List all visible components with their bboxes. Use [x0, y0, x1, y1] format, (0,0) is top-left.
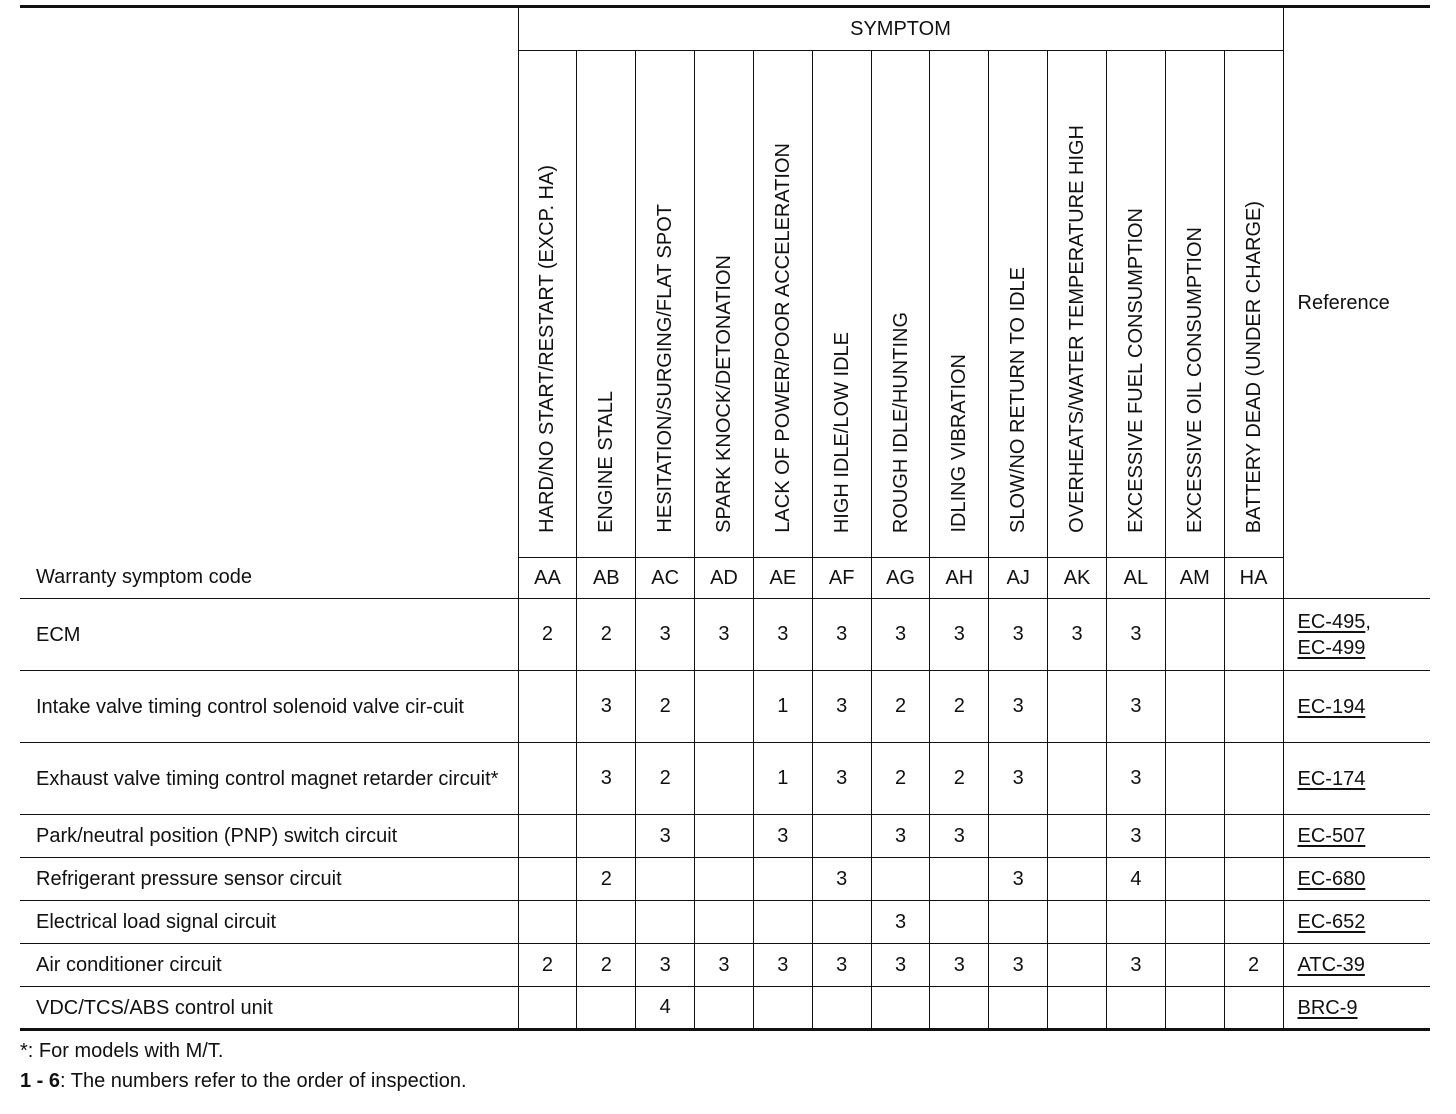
- inspection-order-cell: 2: [871, 671, 930, 743]
- reference-cell: [1283, 815, 1430, 858]
- inspection-order-cell: 3: [1106, 599, 1165, 671]
- symptom-column-header: [1106, 51, 1165, 558]
- inspection-order-cell: 2: [577, 944, 636, 987]
- inspection-order-cell: [695, 671, 754, 743]
- inspection-order-cell: 3: [812, 858, 871, 901]
- inspection-order-cell: 2: [930, 743, 989, 815]
- table-row: [20, 743, 1430, 815]
- inspection-order-cell: [989, 901, 1048, 944]
- component-name: Exhaust valve timing control magnet retarder circuit*: [20, 743, 518, 815]
- inspection-order-cell: 3: [989, 944, 1048, 987]
- component-name: ECM: [20, 599, 518, 671]
- symptom-column-header: [636, 51, 695, 558]
- inspection-order-cell: 3: [989, 671, 1048, 743]
- inspection-order-cell: 3: [812, 671, 871, 743]
- warranty-code: AG: [871, 558, 930, 599]
- inspection-order-cell: [518, 743, 577, 815]
- inspection-order-cell: 2: [518, 944, 577, 987]
- inspection-order-cell: 3: [930, 599, 989, 671]
- component-name: Electrical load signal circuit: [20, 901, 518, 944]
- warranty-code: AK: [1048, 558, 1107, 599]
- symptom-name: EXCESSIVE OIL CONSUMPTION: [1183, 227, 1206, 533]
- inspection-order-cell: [577, 815, 636, 858]
- inspection-order-cell: 2: [636, 743, 695, 815]
- inspection-order-cell: 3: [871, 599, 930, 671]
- inspection-order-cell: [1048, 671, 1107, 743]
- reference-link[interactable]: EC-507: [1297, 825, 1366, 847]
- inspection-order-cell: 3: [753, 815, 812, 858]
- component-name: Refrigerant pressure sensor circuit: [20, 858, 518, 901]
- component-name: Air conditioner circuit: [20, 944, 518, 987]
- inspection-order-cell: 3: [930, 944, 989, 987]
- symptom-name: IDLING VIBRATION: [948, 354, 971, 533]
- inspection-order-cell: 2: [577, 858, 636, 901]
- table-row: [20, 599, 1430, 671]
- reference-link[interactable]: EC-652: [1297, 911, 1366, 933]
- table-row: [20, 944, 1430, 987]
- inspection-order-cell: 3: [812, 599, 871, 671]
- inspection-order-cell: [1106, 901, 1165, 944]
- inspection-order-cell: [636, 858, 695, 901]
- inspection-order-cell: [753, 987, 812, 1030]
- symptom-column-header: [753, 51, 812, 558]
- warranty-code-row: [20, 558, 1430, 599]
- reference-separator: ,: [1365, 610, 1371, 633]
- inspection-order-cell: [518, 987, 577, 1030]
- reference-link[interactable]: EC-174: [1297, 767, 1366, 790]
- inspection-order-cell: [871, 858, 930, 901]
- inspection-order-cell: [695, 815, 754, 858]
- symptom-column-header: [695, 51, 754, 558]
- warranty-code: HA: [1224, 558, 1283, 599]
- inspection-order-cell: 3: [636, 815, 695, 858]
- inspection-order-cell: 3: [1048, 599, 1107, 671]
- inspection-order-cell: [1048, 743, 1107, 815]
- inspection-order-cell: [577, 987, 636, 1030]
- inspection-order-cell: [1224, 671, 1283, 743]
- inspection-order-cell: 4: [1106, 858, 1165, 901]
- reference-cell: [1283, 743, 1430, 815]
- inspection-order-cell: [695, 743, 754, 815]
- symptom-header: SYMPTOM: [518, 7, 1283, 51]
- inspection-order-cell: 3: [695, 599, 754, 671]
- inspection-order-cell: 2: [636, 671, 695, 743]
- symptom-matrix-table: [20, 5, 1430, 1031]
- reference-cell: [1283, 671, 1430, 743]
- inspection-order-cell: [930, 858, 989, 901]
- symptom-column-header: [577, 51, 636, 558]
- inspection-order-cell: [1048, 815, 1107, 858]
- component-name: Intake valve timing control solenoid valve cir-cuit: [20, 671, 518, 743]
- symptom-name: SLOW/NO RETURN TO IDLE: [1007, 267, 1030, 533]
- inspection-order-cell: 3: [812, 743, 871, 815]
- inspection-order-cell: [518, 815, 577, 858]
- inspection-order-cell: [1048, 987, 1107, 1030]
- reference-cell: [1283, 987, 1430, 1030]
- diagnosis-chart: [20, 5, 1430, 1031]
- inspection-order-cell: 1: [753, 671, 812, 743]
- inspection-order-cell: 2: [930, 671, 989, 743]
- inspection-order-cell: 3: [812, 944, 871, 987]
- reference-link[interactable]: EC-194: [1297, 695, 1366, 718]
- component-name: VDC/TCS/ABS control unit: [20, 987, 518, 1030]
- inspection-order-cell: 3: [577, 671, 636, 743]
- inspection-order-cell: 3: [989, 599, 1048, 671]
- inspection-order-cell: 2: [577, 599, 636, 671]
- inspection-order-cell: [1048, 944, 1107, 987]
- inspection-order-cell: [753, 858, 812, 901]
- inspection-order-cell: [636, 901, 695, 944]
- inspection-order-cell: [871, 987, 930, 1030]
- inspection-order-cell: [1165, 743, 1224, 815]
- inspection-order-cell: [1224, 815, 1283, 858]
- footnote-order: [20, 1066, 467, 1096]
- inspection-order-cell: [1224, 987, 1283, 1030]
- reference-cell: [1283, 901, 1430, 944]
- inspection-order-cell: [812, 901, 871, 944]
- inspection-order-cell: [1048, 901, 1107, 944]
- inspection-order-cell: [1165, 858, 1224, 901]
- inspection-order-cell: [1165, 599, 1224, 671]
- symptom-column-header: [1165, 51, 1224, 558]
- inspection-order-cell: 3: [989, 743, 1048, 815]
- inspection-order-cell: 3: [871, 815, 930, 858]
- footnote-model: *: For models with M/T.: [20, 1040, 224, 1062]
- warranty-code: AA: [518, 558, 577, 599]
- inspection-order-cell: [1106, 987, 1165, 1030]
- table-row: [20, 815, 1430, 858]
- symptom-name: HIGH IDLE/LOW IDLE: [830, 331, 853, 533]
- symptom-name: SPARK KNOCK/DETONATION: [712, 255, 735, 533]
- inspection-order-cell: [695, 858, 754, 901]
- warranty-code: AH: [930, 558, 989, 599]
- inspection-order-cell: 3: [753, 599, 812, 671]
- symptom-name: LACK OF POWER/POOR ACCELERATION: [771, 143, 794, 533]
- inspection-order-cell: [1165, 944, 1224, 987]
- reference-link[interactable]: EC-499: [1297, 636, 1366, 659]
- warranty-code: AJ: [989, 558, 1048, 599]
- inspection-order-cell: [1224, 599, 1283, 671]
- footnotes: [20, 1036, 467, 1096]
- reference-link[interactable]: ATC-39: [1297, 954, 1365, 976]
- inspection-order-cell: 2: [518, 599, 577, 671]
- inspection-order-cell: [812, 987, 871, 1030]
- table-row: [20, 671, 1430, 743]
- inspection-order-cell: 3: [871, 901, 930, 944]
- inspection-order-cell: [1165, 671, 1224, 743]
- reference-link[interactable]: BRC-9: [1297, 996, 1358, 1019]
- inspection-order-cell: [989, 815, 1048, 858]
- inspection-order-cell: [812, 815, 871, 858]
- inspection-order-cell: 3: [753, 944, 812, 987]
- table-row: [20, 858, 1430, 901]
- warranty-code: AE: [753, 558, 812, 599]
- symptom-column-header: [1224, 51, 1283, 558]
- warranty-code-label: Warranty symptom code: [36, 566, 252, 589]
- symptom-name: ROUGH IDLE/HUNTING: [889, 311, 912, 533]
- symptom-column-header: [871, 51, 930, 558]
- warranty-code: AC: [636, 558, 695, 599]
- symptom-name: OVERHEATS/WATER TEMPERATURE HIGH: [1066, 125, 1089, 533]
- warranty-code: AF: [812, 558, 871, 599]
- reference-header: Reference: [1283, 7, 1430, 599]
- inspection-order-cell: 3: [1106, 671, 1165, 743]
- symptom-name: ENGINE STALL: [595, 391, 618, 533]
- footnote-order-range: 1 - 6: [20, 1070, 61, 1092]
- component-name: Park/neutral position (PNP) switch circuit: [20, 815, 518, 858]
- inspection-order-cell: 3: [871, 944, 930, 987]
- reference-cell: [1283, 599, 1430, 671]
- symptom-column-header: [989, 51, 1048, 558]
- symptom-column-header: [812, 51, 871, 558]
- inspection-order-cell: 3: [1106, 743, 1165, 815]
- inspection-order-cell: 4: [636, 987, 695, 1030]
- inspection-order-cell: 3: [1106, 944, 1165, 987]
- header-blank-cell: [20, 7, 518, 558]
- inspection-order-cell: [930, 987, 989, 1030]
- table-row: [20, 901, 1430, 944]
- inspection-order-cell: 3: [636, 944, 695, 987]
- inspection-order-cell: [1224, 743, 1283, 815]
- warranty-code: AM: [1165, 558, 1224, 599]
- inspection-order-cell: 2: [1224, 944, 1283, 987]
- inspection-order-cell: [1165, 901, 1224, 944]
- inspection-order-cell: 3: [636, 599, 695, 671]
- inspection-order-cell: [1165, 815, 1224, 858]
- reference-cell: [1283, 858, 1430, 901]
- inspection-order-cell: 3: [695, 944, 754, 987]
- reference-link[interactable]: EC-680: [1297, 868, 1366, 890]
- footnote-order-text: : The numbers refer to the order of inspection.: [60, 1070, 467, 1092]
- warranty-code: AD: [695, 558, 754, 599]
- inspection-order-cell: [753, 901, 812, 944]
- inspection-order-cell: 3: [577, 743, 636, 815]
- symptom-name: BATTERY DEAD (UNDER CHARGE): [1242, 200, 1265, 533]
- reference-link[interactable]: EC-495: [1297, 610, 1366, 633]
- symptom-name: HARD/NO START/RESTART (EXCP. HA): [536, 165, 559, 533]
- inspection-order-cell: 3: [1106, 815, 1165, 858]
- reference-cell: [1283, 944, 1430, 987]
- inspection-order-cell: [1224, 858, 1283, 901]
- inspection-order-cell: [989, 987, 1048, 1030]
- table-row: [20, 987, 1430, 1030]
- inspection-order-cell: 1: [753, 743, 812, 815]
- inspection-order-cell: 3: [930, 815, 989, 858]
- inspection-order-cell: [1048, 858, 1107, 901]
- symptom-column-header: [930, 51, 989, 558]
- inspection-order-cell: 2: [871, 743, 930, 815]
- inspection-order-cell: [518, 858, 577, 901]
- symptom-name: HESITATION/SURGING/FLAT SPOT: [654, 204, 677, 533]
- warranty-code: AB: [577, 558, 636, 599]
- inspection-order-cell: [695, 901, 754, 944]
- symptom-column-header: [518, 51, 577, 558]
- inspection-order-cell: [1224, 901, 1283, 944]
- inspection-order-cell: 3: [989, 858, 1048, 901]
- inspection-order-cell: [695, 987, 754, 1030]
- warranty-code: AL: [1106, 558, 1165, 599]
- inspection-order-cell: [930, 901, 989, 944]
- inspection-order-cell: [518, 901, 577, 944]
- inspection-order-cell: [577, 901, 636, 944]
- symptom-name: EXCESSIVE FUEL CONSUMPTION: [1124, 208, 1147, 533]
- inspection-order-cell: [518, 671, 577, 743]
- inspection-order-cell: [1165, 987, 1224, 1030]
- symptom-column-header: [1048, 51, 1107, 558]
